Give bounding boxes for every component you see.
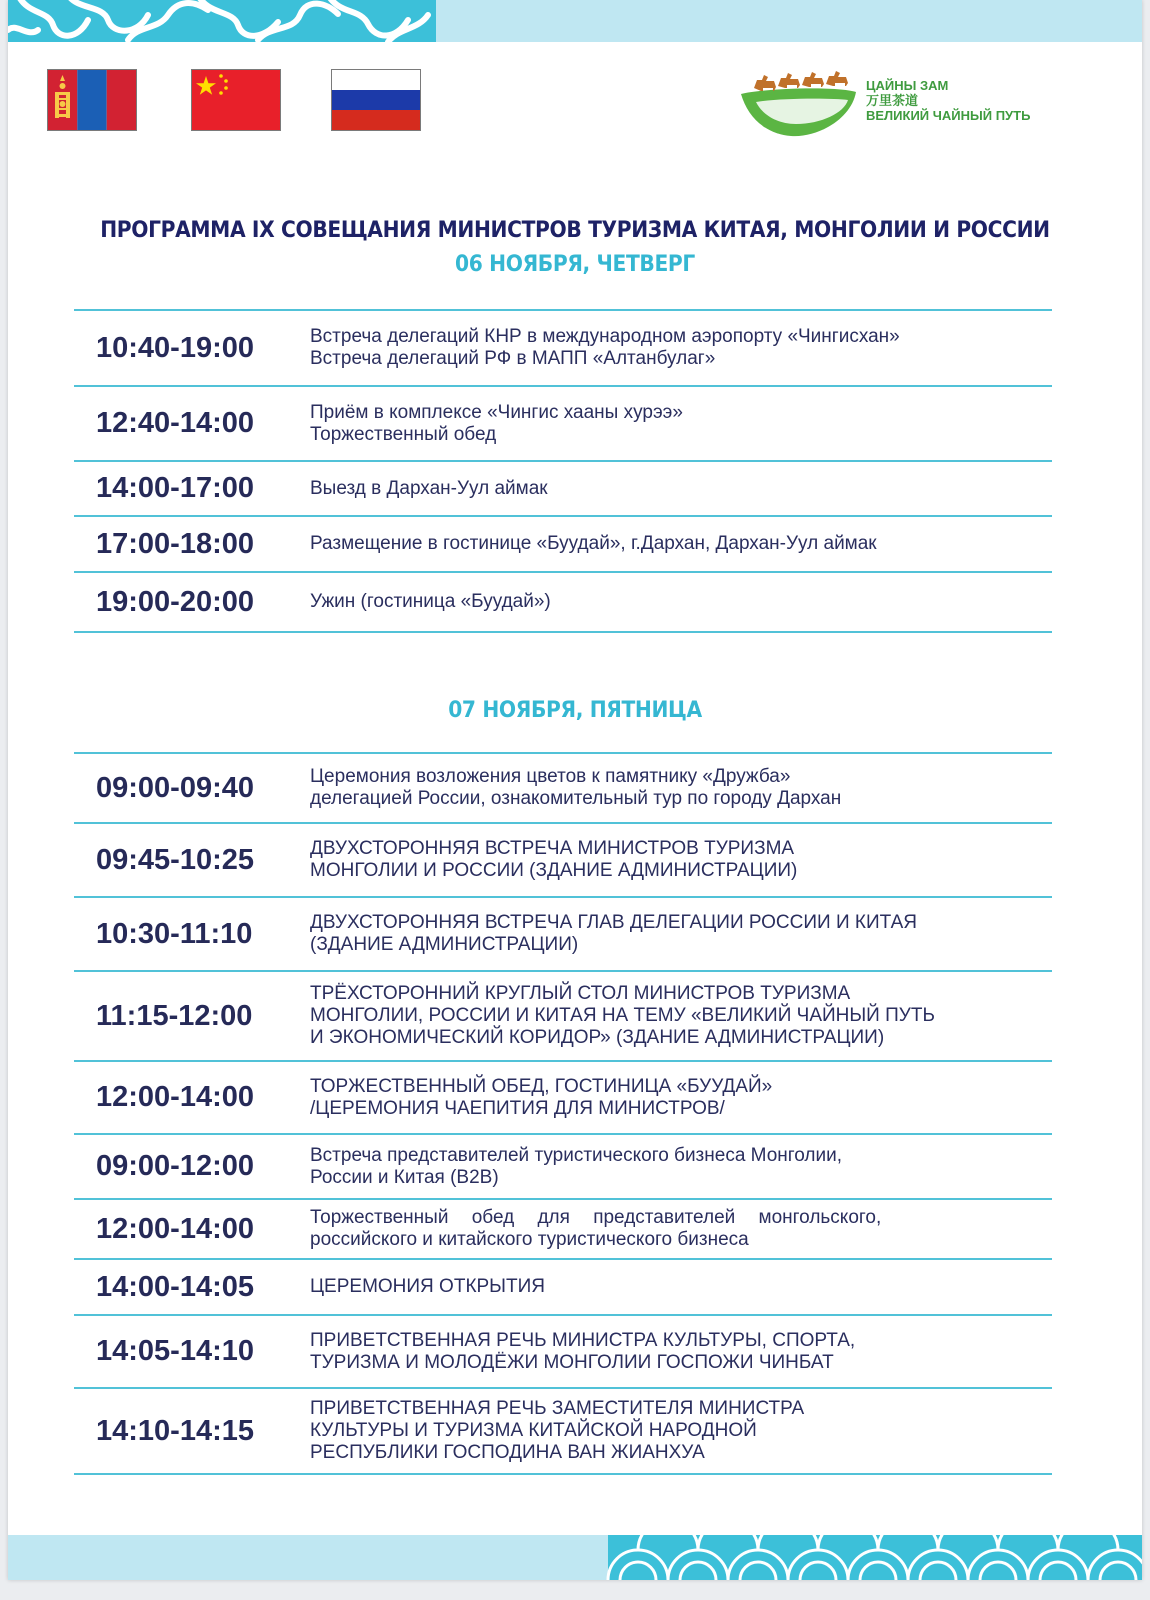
event-time: 11:15-12:00 — [96, 999, 253, 1032]
event-line: делегацией России, ознакомительный тур по городу Дархан — [310, 788, 842, 809]
event-description — [310, 1398, 1052, 1464]
mongolia-flag-icon — [48, 70, 136, 130]
event-line: /ЦЕРЕМОНИЯ ЧАЕПИТИЯ ДЛЯ МИНИСТРОВ/ — [310, 1097, 725, 1119]
event-line: Церемония возложения цветов к памятнику «Дружба» — [310, 766, 791, 787]
event-line: ДВУХСТОРОННЯЯ ВСТРЕЧА ГЛАВ ДЕЛЕГАЦИИ РОССИИ И КИТАЯ — [310, 912, 917, 933]
schedule-row — [74, 1133, 1052, 1198]
event-time: 12:00-14:00 — [96, 1081, 254, 1113]
schedule-row — [74, 1387, 1052, 1475]
event-line: Встреча делегаций КНР в международном аэропорту «Чингисхан» — [310, 326, 900, 347]
bottom-ornament — [8, 1535, 1142, 1580]
event-line: Приём в комплексе «Чингис хааны хурээ» — [310, 401, 683, 423]
schedule-row — [74, 752, 1052, 822]
event-description — [310, 533, 1052, 555]
event-time: 10:30-11:10 — [96, 917, 253, 950]
schedule-row — [74, 1060, 1052, 1133]
top-ornament — [8, 0, 436, 42]
event-line: ТОРЖЕСТВЕННЫЙ ОБЕД, ГОСТИНИЦА «БУУДАЙ» — [310, 1075, 773, 1097]
schedule-row — [74, 571, 1052, 633]
event-line: ПРИВЕТСТВЕННАЯ РЕЧЬ ЗАМЕСТИТЕЛЯ МИНИСТРА — [310, 1398, 805, 1419]
event-line: И ЭКОНОМИЧЕСКИЙ КОРИДОР» (ЗДАНИЕ АДМИНИСТРАЦИИ) — [310, 1027, 885, 1048]
schedule-row — [74, 822, 1052, 896]
day-heading: 07 НОЯБРЯ, ПЯТНИЦА — [448, 698, 702, 723]
event-description — [310, 1330, 1052, 1374]
event-time: 12:00-14:00 — [96, 1212, 254, 1245]
event-time: 17:00-18:00 — [96, 527, 254, 560]
event-time: 14:00-14:05 — [96, 1270, 254, 1303]
event-description — [310, 983, 1052, 1049]
program-title: ПРОГРАММА IX СОВЕЩАНИЯ МИНИСТРОВ ТУРИЗМА КИТАЯ, МОНГОЛИИ И РОССИИ — [100, 218, 1050, 243]
schedule-day-1 — [74, 309, 1052, 633]
event-line: (ЗДАНИЕ АДМИНИСТРАЦИИ) — [310, 934, 579, 955]
event-description — [310, 1207, 1052, 1251]
event-line: российского и китайского туристического бизнеса — [310, 1229, 749, 1250]
event-line: ТРЁХСТОРОННИЙ КРУГЛЫЙ СТОЛ МИНИСТРОВ ТУРИЗМА — [310, 983, 851, 1004]
event-line: Выезд в Дархан-Уул аймак — [310, 477, 548, 499]
event-time: 19:00-20:00 — [96, 585, 254, 618]
event-description — [310, 838, 1052, 882]
event-line: Встреча представителей туристического бизнеса Монголии, — [310, 1144, 843, 1166]
china-flag-icon — [192, 70, 280, 130]
event-line: МОНГОЛИИ И РОССИИ (ЗДАНИЕ АДМИНИСТРАЦИИ) — [310, 860, 798, 881]
event-line: КУЛЬТУРЫ И ТУРИЗМА КИТАЙСКОЙ НАРОДНОЙ — [310, 1420, 757, 1441]
schedule-row — [74, 1258, 1052, 1314]
event-description — [310, 591, 1052, 613]
event-description — [310, 326, 1052, 370]
schedule-row — [74, 460, 1052, 515]
event-time: 12:40-14:00 — [96, 407, 254, 439]
event-line: РЕСПУБЛИКИ ГОСПОДИНА ВАН ЖИАНХУА — [310, 1442, 705, 1463]
logo-line-chinese: 万里茶道 — [866, 93, 919, 108]
schedule-row — [74, 385, 1052, 460]
event-description — [310, 912, 1052, 956]
schedule-row — [74, 515, 1052, 571]
event-time: 14:10-14:15 — [96, 1414, 254, 1447]
event-line: Торжественный обед — [310, 423, 497, 445]
event-description — [310, 402, 1052, 446]
event-line: МОНГОЛИИ, РОССИИ И КИТАЯ НА ТЕМУ «ВЕЛИКИЙ ЧАЙНЫЙ ПУТЬ — [310, 1005, 935, 1026]
event-line: ТУРИЗМА И МОЛОДЁЖИ МОНГОЛИИ ГОСПОЖИ ЧИНБАТ — [310, 1351, 834, 1373]
event-line: ПРИВЕТСТВЕННАЯ РЕЧЬ МИНИСТРА КУЛЬТУРЫ, СПОРТА, — [310, 1329, 856, 1351]
logo-line-russian: ВЕЛИКИЙ ЧАЙНЫЙ ПУТЬ — [866, 108, 1031, 123]
event-line: России и Китая (B2B) — [310, 1166, 499, 1188]
program-sheet — [8, 0, 1142, 1580]
logo-caption — [866, 78, 1030, 123]
event-description — [310, 1145, 1052, 1189]
event-description — [310, 478, 1052, 500]
day-heading: 06 НОЯБРЯ, ЧЕТВЕРГ — [455, 252, 695, 277]
event-time: 10:40-19:00 — [96, 331, 254, 364]
event-line: ЦЕРЕМОНИЯ ОТКРЫТИЯ — [310, 1276, 545, 1297]
event-description — [310, 766, 1052, 810]
schedule-row — [74, 970, 1052, 1060]
event-time: 14:00-17:00 — [96, 472, 254, 504]
event-time: 14:05-14:10 — [96, 1335, 254, 1367]
event-time: 09:00-09:40 — [96, 771, 254, 804]
schedule-day-2 — [74, 752, 1052, 1475]
event-line: ДВУХСТОРОННЯЯ ВСТРЕЧА МИНИСТРОВ ТУРИЗМА — [310, 838, 795, 859]
schedule-row — [74, 896, 1052, 970]
event-time: 09:00-12:00 — [96, 1150, 254, 1182]
schedule-row — [74, 1198, 1052, 1258]
russia-flag-icon — [332, 70, 420, 130]
event-time: 09:45-10:25 — [96, 843, 254, 876]
event-description — [310, 1276, 1052, 1298]
logo-line-mongolian: ЦАЙНЫ ЗАМ — [866, 78, 949, 93]
event-description — [310, 1076, 1052, 1120]
schedule-row — [74, 1314, 1052, 1387]
event-line: Размещение в гостинице «Буудай», г.Дархан, Дархан-Уул аймак — [310, 533, 877, 554]
event-line: Ужин (гостиница «Буудай») — [310, 591, 551, 612]
schedule-row — [74, 309, 1052, 385]
event-line: Торжественный обед для представителей монгольского, — [310, 1207, 882, 1228]
event-line: Встреча делегаций РФ в МАПП «Алтанбулаг» — [310, 348, 716, 369]
